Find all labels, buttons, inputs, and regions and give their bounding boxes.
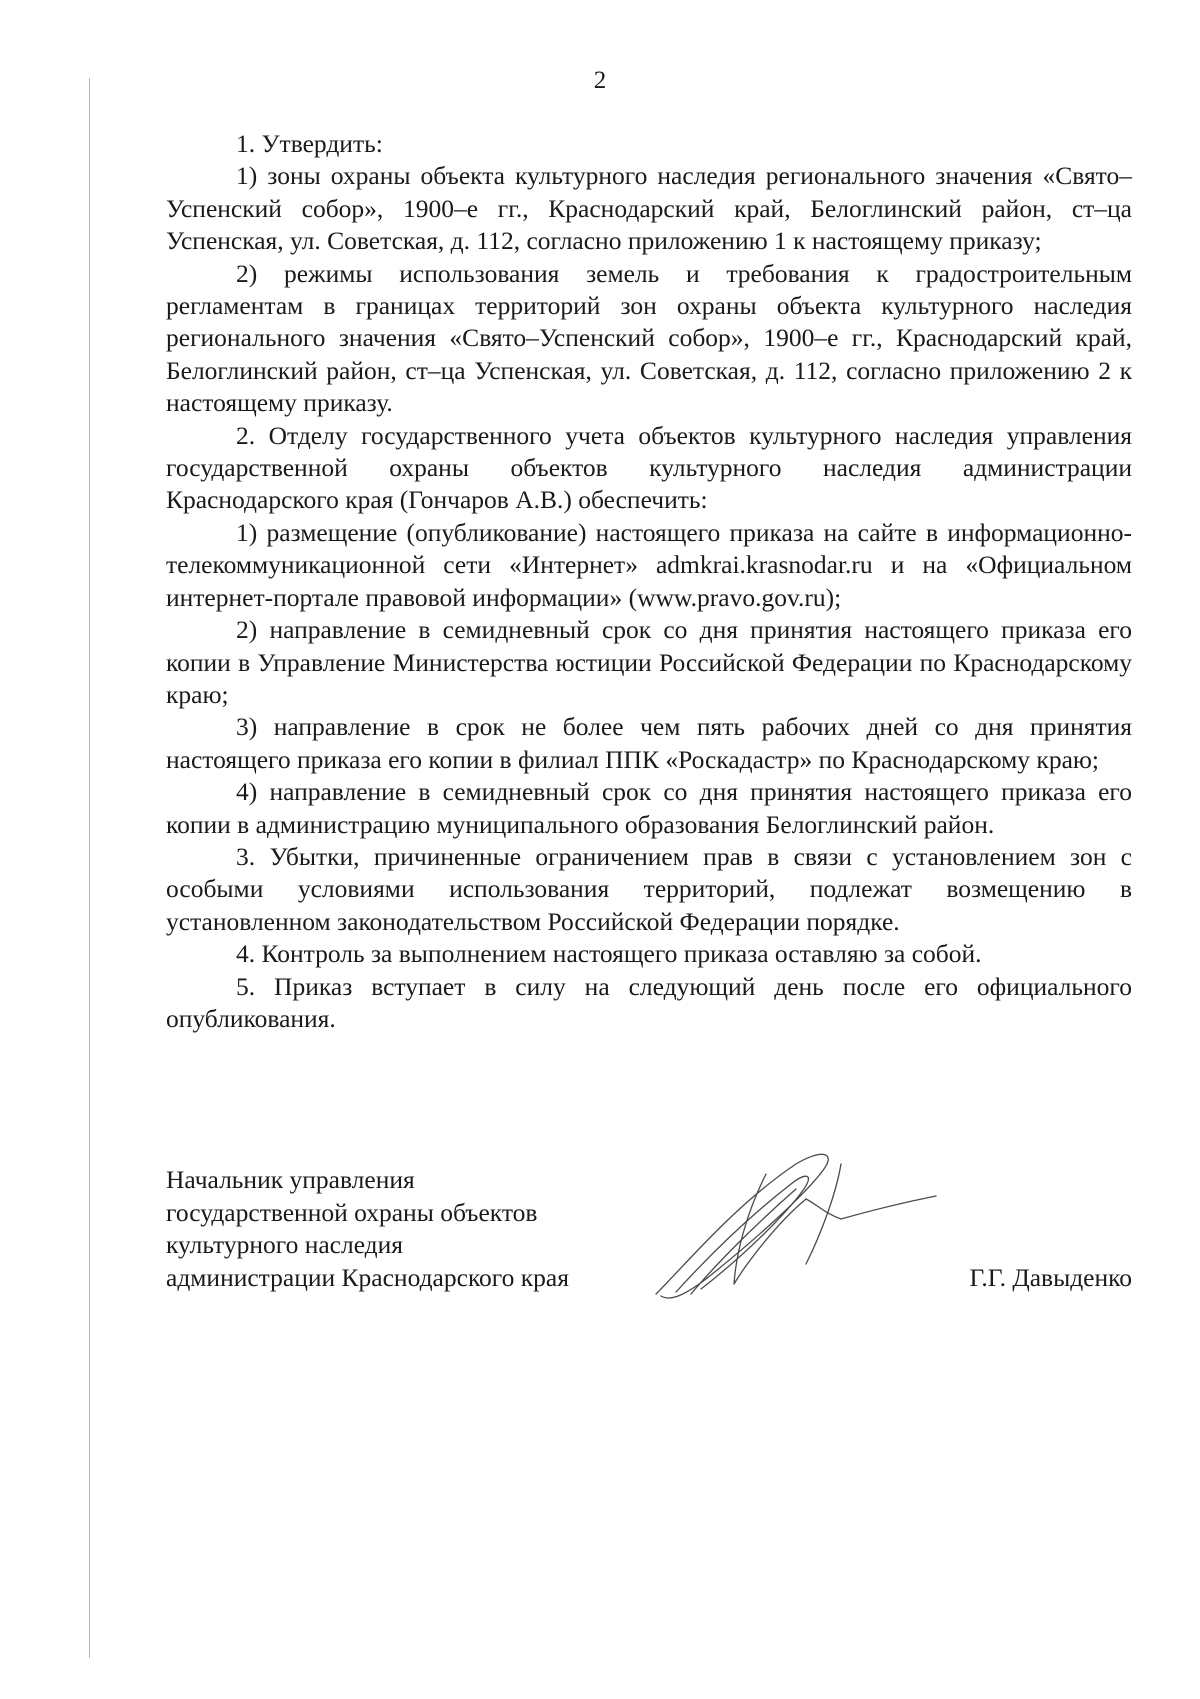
paragraph-4: 4. Контроль за выполнением настоящего приказа оставляю за собой. bbox=[236, 939, 982, 969]
paragraph-1-2: 2) режимы использования земель и требования к градостроительным регламентам в границах территорий зон охраны объекта культурного наследия регионального значения «Свято–Успенский собор», 1900–е гг., Краснодарский край, Белоглинский район, ст–ца Успенская, ул. Советская, д. 112, согласно приложению 2 к настоящему приказу. bbox=[166, 258, 1132, 418]
paragraph-2-1: 1) размещение (опубликование) настоящего приказа на сайте в информационно-телекоммуникационной сети «Интернет» admkrai.krasnodar.ru и на «Официальном интернет-портале правовой информации» (www.pravo.gov.ru); bbox=[166, 517, 1132, 612]
paragraph-2-3: 3) направление в срок не более чем пять рабочих дней со дня принятия настоящего приказа его копии в филиал ППК «Роскадастр» по Краснодарскому краю; bbox=[166, 712, 1132, 774]
signer-title-line: государственной охраны объектов bbox=[166, 1197, 538, 1227]
paragraph-2: 2. Отделу государственного учета объектов культурного наследия управления государственной охраны объектов культурного наследия администрации Краснодарского края (Гончаров А.В.) обеспечить: bbox=[166, 420, 1132, 515]
signer-name: Г.Г. Давыденко bbox=[969, 1263, 1132, 1292]
paragraph-2-2: 2) направление в семидневный срок со дня принятия настоящего приказа его копии в Управление Министерства юстиции Российской Федерации по Краснодарскому краю; bbox=[166, 615, 1132, 709]
paragraph-1-1: 1) зоны охраны объекта культурного наследия регионального значения «Свято–Успенский собор», 1900–е гг., Краснодарский край, Белоглинский район, ст–ца Успенская, ул. Советская, д. 112, согласно приложению 1 к настоящему приказу; bbox=[166, 161, 1132, 256]
signature-block bbox=[166, 1164, 1132, 1314]
signer-title-line: культурного наследия bbox=[166, 1230, 404, 1260]
page-number: 2 bbox=[593, 67, 607, 94]
paragraph-1: 1. Утвердить: bbox=[236, 129, 383, 158]
paragraph-3: 3. Убытки, причиненные ограничением прав в связи с установлением зон с особыми условиями использования территорий, подлежат возмещению в установленном законодательством Российской Федерации порядке. bbox=[166, 841, 1132, 936]
document-body bbox=[166, 128, 1132, 1035]
left-margin-line bbox=[89, 78, 90, 1658]
handwritten-signature bbox=[646, 1144, 946, 1304]
signer-title-line: Начальник управления bbox=[166, 1165, 415, 1194]
paragraph-2-4: 4) направление в семидневный срок со дня принятия настоящего приказа его копии в администрацию муниципального образования Белоглинский район. bbox=[166, 777, 1132, 839]
signer-title bbox=[166, 1164, 569, 1294]
paragraph-5: 5. Приказ вступает в силу на следующий день после его официального опубликования. bbox=[166, 971, 1132, 1033]
signer-title-line: администрации Краснодарского края bbox=[166, 1262, 569, 1292]
